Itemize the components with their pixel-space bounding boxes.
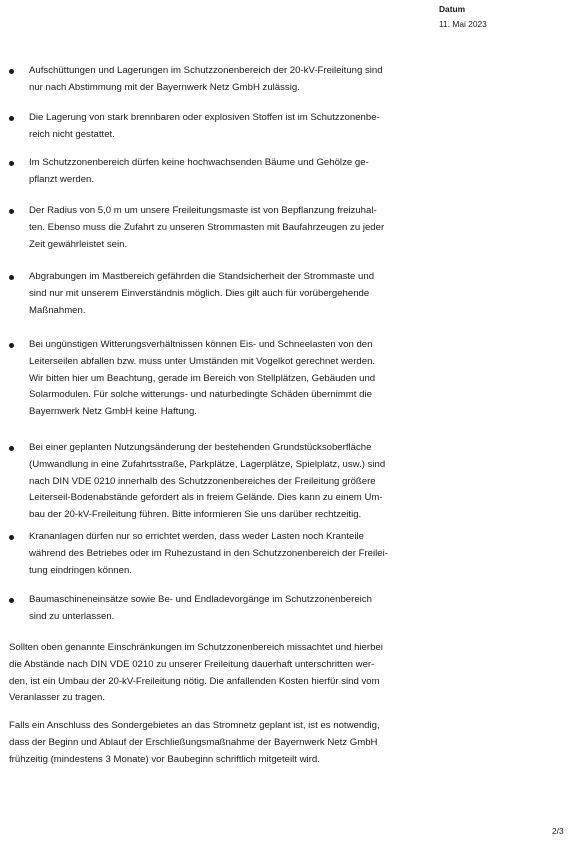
bullet-text: Aufschüttungen und Lagerungen im Schutzzonenbereich der 20-kV-Freileitung sind nur nach Abstimmung mit der Bayernwerk Netz GmbH zulässig. — [29, 65, 383, 93]
page-number: 2/3 — [552, 826, 564, 836]
paragraph-restrictions: Sollten oben genannte Einschränkungen im Schutzzonenbereich missachtet und hierbei die Abstände nach DIN VDE 0210 zu unserer Freileitung dauerhaft unterschritten wer- den, ist ein Umbau der 20-kV-Freileitung nötig. Die anfallenden Kosten hierfür sind vom Veranlasser zu tragen. — [9, 642, 383, 704]
bullet-dot-icon — [9, 161, 14, 166]
bullet-text: Die Lagerung von stark brennbaren oder explosiven Stoffen ist im Schutzzonenbe- reich nicht gestattet. — [29, 112, 380, 140]
bullet-dot-icon — [9, 69, 14, 74]
bullet-item-ice-loads — [9, 337, 421, 421]
bullet-text: Krananlagen dürfen nur so errichtet werden, dass weder Lasten noch Kranteile während des Betriebes oder im Ruhezustand in den Schutzzonenbereich der Freilei- tung eindringen können. — [29, 531, 388, 576]
bullet-dot-icon — [9, 275, 14, 280]
bullet-text: Abgrabungen im Mastbereich gefährden die Standsicherheit der Strommaste und sind nur mit unserem Einverständnis möglich. Dies gilt auch für vorübergehende Maßnahmen. — [29, 271, 375, 316]
bullet-text: Baumaschineneinsätze sowie Be- und Endladevorgänge im Schutzzonenbereich sind zu unterlassen. — [29, 594, 372, 622]
bullet-item-usage-change — [9, 440, 421, 524]
bullet-dot-icon — [9, 116, 14, 121]
date-value: 11. Mai 2023 — [439, 19, 487, 29]
bullet-item-excavation — [9, 269, 421, 319]
date-label: Datum — [439, 4, 466, 14]
bullet-text: Im Schutzzonenbereich dürfen keine hochwachsenden Bäume und Gehölze ge- pflanzt werden. — [29, 157, 369, 185]
bullet-item-construction-machines — [9, 592, 421, 626]
bullet-dot-icon — [9, 343, 14, 348]
bullet-text: Bei ungünstigen Witterungsverhältnissen können Eis- und Schneelasten von den Leiterseilen abfallen bzw. muss unter Umständen mit Vogelkot gerechnet werden. Wir bitten hier um Beachtung, gerade im Bereich von Stellplätzen, Gebäuden und Solarmodulen. Für solche witterungs- und naturbedingte Schäden übernimmt die Bayernwerk Netz GmbH keine Haftung. — [29, 339, 376, 418]
bullet-text: Bei einer geplanten Nutzungsänderung der bestehenden Grundstücksoberfläche (Umwandlung in eine Zufahrtsstraße, Parkplätze, Lagerplätze, Spielplatz, usw.) sind nach DIN VDE 0210 innerhalb des Schutzzonenbereiches der Freileitung größere Leiterseil-Bodenabstände gefordert als in freiem Gelände. Dies kann zu einem Um- bau der 20-kV-Freileitung führen. Bitte informieren Sie uns darüber rechtzeitig. — [29, 442, 386, 521]
bullet-text: Der Radius von 5,0 m um unsere Freileitungsmaste ist von Bepflanzung freizuhal- ten. Ebenso muss die Zufahrt zu unseren Strommasten mit Baufahrzeugen zu jeder Zeit gewährleistet sein. — [29, 205, 385, 250]
bullet-item-trees — [9, 155, 421, 189]
bullet-dot-icon — [9, 209, 14, 214]
bullet-item-flammable — [9, 110, 421, 144]
bullet-item-radius — [9, 203, 421, 253]
paragraph-connection: Falls ein Anschluss des Sondergebietes an das Stromnetz geplant ist, ist es notwendig, dass der Beginn und Ablauf der Erschließungsmaßnahme der Bayernwerk Netz GmbH frühzeitig (mindestens 3 Monate) vor Baubeginn schriftlich mitgeteilt wird. — [9, 720, 380, 765]
date-block — [439, 3, 569, 30]
bullet-dot-icon — [9, 598, 14, 603]
bullet-item-fill-storage — [9, 63, 421, 97]
bullet-dot-icon — [9, 535, 14, 540]
bullet-item-cranes — [9, 529, 421, 579]
bullet-dot-icon — [9, 446, 14, 451]
